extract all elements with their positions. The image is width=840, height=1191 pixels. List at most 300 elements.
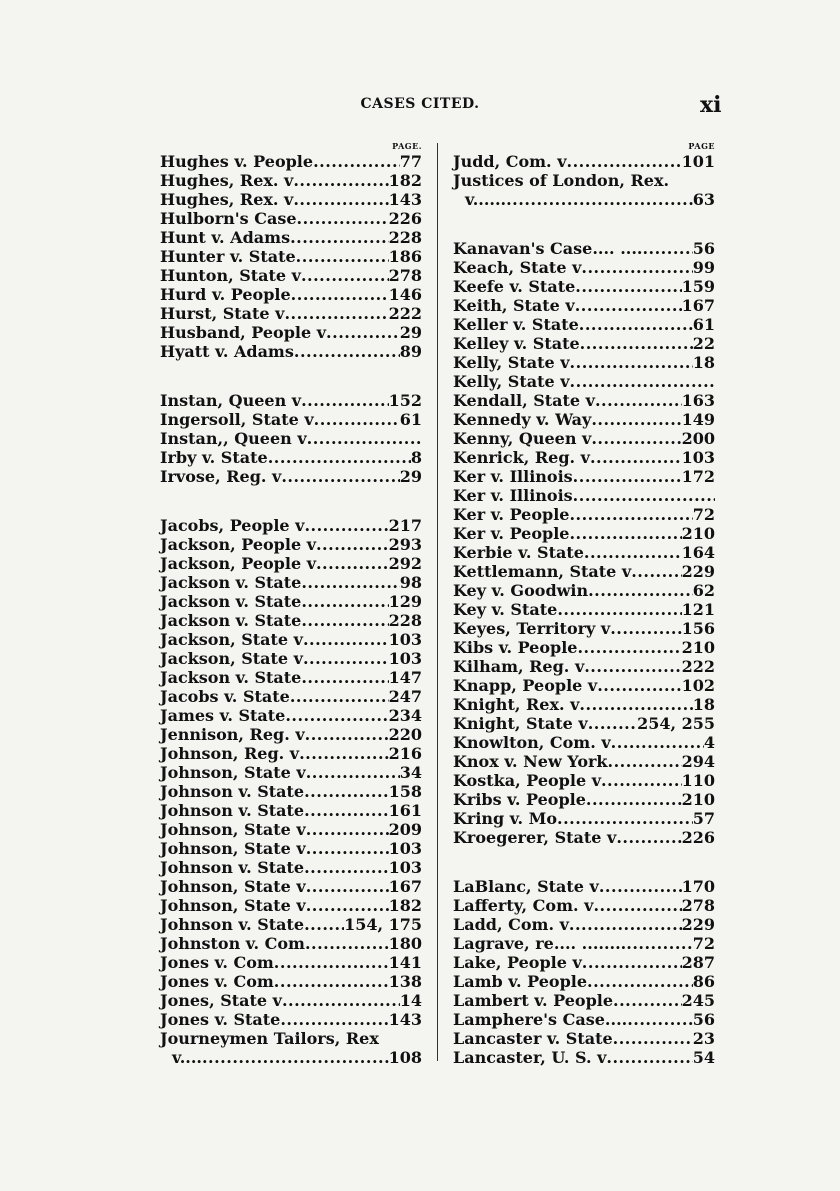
dot-leader [306, 763, 400, 782]
index-entry-page: 170 [681, 877, 715, 896]
index-entry-page: 152 [388, 391, 422, 410]
index-entry-page: 86 [692, 972, 715, 991]
index-entry-name: Knapp, People v [453, 676, 598, 695]
index-entry [453, 1010, 715, 1029]
index-entry-name: Johnson, State v [160, 839, 306, 858]
index-entry-name: Johnson, Reg. v [160, 744, 300, 763]
dot-leader [557, 600, 681, 619]
dot-leader [573, 467, 682, 486]
dot-leader [631, 562, 681, 581]
index-entry [160, 1010, 422, 1029]
index-entry-name: Knight, Rex. v [453, 695, 580, 714]
dot-leader [305, 725, 389, 744]
index-entry-page: 210 [681, 790, 715, 809]
index-entry-name: Lagrave, re.... ........ [453, 934, 627, 953]
index-entry [453, 809, 715, 828]
index-entry-name: Ladd, Com. v [453, 915, 569, 934]
dot-leader [304, 801, 388, 820]
index-entry [453, 334, 715, 353]
index-entry-page: 63 [692, 190, 715, 209]
group-gap [160, 361, 422, 391]
index-entry-name: Journeymen Tailors, Rex [160, 1029, 379, 1048]
dot-leader [293, 171, 388, 190]
index-entry-name: Jackson v. State [160, 668, 302, 687]
dot-leader [307, 429, 422, 448]
index-entry-page: 226 [681, 828, 715, 847]
index-entry [160, 763, 422, 782]
dot-leader [582, 953, 682, 972]
index-entry-name: Kettlemann, State v [453, 562, 632, 581]
dot-leader [587, 972, 693, 991]
dot-leader [301, 668, 388, 687]
index-entry-name: Lambert v. People [453, 991, 614, 1010]
index-entry-name: Ker v. People [453, 524, 570, 543]
index-group-l [453, 877, 715, 1067]
index-entry-page: 101 [681, 152, 715, 171]
index-entry [453, 657, 715, 676]
index-entry [160, 323, 422, 342]
index-entry-name: Kibs v. People [453, 638, 578, 657]
index-entry-name: Keller v. State [453, 315, 579, 334]
index-entry-page: 56 [692, 239, 715, 258]
index-entry [160, 706, 422, 725]
dot-leader [588, 714, 637, 733]
index-entry [160, 573, 422, 592]
index-entry [453, 1029, 715, 1048]
index-entry-page: 210 [681, 638, 715, 657]
index-entry-page: 61 [692, 315, 715, 334]
dot-leader [569, 524, 681, 543]
index-entry-name: Hunton, State v [160, 266, 301, 285]
index-entry-page: 158 [388, 782, 422, 801]
index-entry-page: 229 [681, 915, 715, 934]
index-entry [160, 209, 422, 228]
index-entry-page: 217 [388, 516, 422, 535]
index-entry [160, 991, 422, 1010]
index-entry-page: 245 [681, 991, 715, 1010]
index-entry-page: 156 [681, 619, 715, 638]
index-group-h [160, 152, 422, 361]
index-entry [160, 896, 422, 915]
index-entry-name: Hunt v. Adams [160, 228, 291, 247]
index-entry-name: Keith, State v [453, 296, 575, 315]
dot-leader [297, 209, 389, 228]
index-entry-page: 103 [388, 649, 422, 668]
index-entry-name: Johnson v. State [160, 915, 305, 934]
index-entry [453, 543, 715, 562]
index-entry-name: Kendall, State v [453, 391, 595, 410]
index-entry [453, 752, 715, 771]
index-entry-page: 167 [681, 296, 715, 315]
index-entry-page: 103 [388, 630, 422, 649]
dot-leader [293, 190, 388, 209]
index-entry-page: 102 [681, 676, 715, 695]
dot-leader [584, 657, 681, 676]
dot-leader [567, 152, 682, 171]
index-entry-page: 29 [399, 323, 422, 342]
index-entry-name: Lamb v. People [453, 972, 588, 991]
index-entry-name: v...... [465, 190, 507, 209]
index-entry [453, 467, 715, 486]
dot-leader [304, 782, 388, 801]
dot-leader [579, 315, 693, 334]
index-entry-name: Kroegerer, State v [453, 828, 617, 847]
dot-leader [573, 486, 715, 505]
index-entry-page: 161 [388, 801, 422, 820]
index-entry-page: 200 [681, 429, 715, 448]
index-entry-page: 167 [388, 877, 422, 896]
index-entry-page: 29 [399, 467, 422, 486]
index-entry-page: 57 [692, 809, 715, 828]
index-entry [453, 714, 715, 733]
dot-leader [606, 1048, 692, 1067]
dot-leader [569, 915, 682, 934]
dot-leader [627, 1010, 693, 1029]
index-entry [160, 429, 422, 448]
index-entry [453, 315, 715, 334]
dot-leader [613, 991, 682, 1010]
right-column [453, 140, 715, 1067]
index-entry-page: 72 [692, 505, 715, 524]
index-entry-page: 4 [703, 733, 715, 752]
index-entry-page: 77 [399, 152, 422, 171]
dot-leader [306, 896, 389, 915]
index-entry-page: 62 [692, 581, 715, 600]
index-entry-name: Irby v. State [160, 448, 268, 467]
index-entry-name: Justices of London, Rex. [453, 171, 670, 190]
index-entry [160, 535, 422, 554]
index-entry [453, 695, 715, 714]
index-entry [160, 877, 422, 896]
index-entry-name: Lancaster v. State [453, 1029, 613, 1048]
index-entry-page: 294 [681, 752, 715, 771]
index-entry [160, 782, 422, 801]
index-entry-name: Kring v. Mo [453, 809, 558, 828]
dot-leader [301, 592, 388, 611]
index-entry [453, 991, 715, 1010]
dot-leader [316, 554, 389, 573]
index-entry-page: 278 [388, 266, 422, 285]
index-entry-name: Ingersoll, State v [160, 410, 314, 429]
index-entry-page: 180 [388, 934, 422, 953]
index-entry-name: Kelley v. State [453, 334, 580, 353]
index-entry-page: 56 [692, 1010, 715, 1029]
index-entry [160, 668, 422, 687]
index-entry [453, 277, 715, 296]
index-entry-name: Hughes, Rex. v [160, 190, 294, 209]
index-entry [160, 630, 422, 649]
dot-leader [294, 342, 400, 361]
index-entry-name: Jackson v. State [160, 611, 302, 630]
group-gap [160, 486, 422, 516]
page-number: xi [700, 92, 722, 118]
dot-leader [290, 687, 389, 706]
index-entry-page: 278 [681, 896, 715, 915]
dot-leader [313, 152, 400, 171]
index-entry-name: James v. State [160, 706, 286, 725]
index-entry-name: Kerbie v. State [453, 543, 584, 562]
index-entry-name: Ker v. Illinois [453, 486, 573, 505]
index-entry-name: Lafferty, Com. v [453, 896, 594, 915]
index-entry-name: Key v. Goodwin [453, 581, 589, 600]
index-entry [453, 828, 715, 847]
index-entry [160, 801, 422, 820]
index-entry-page: 143 [388, 190, 422, 209]
index-entry [453, 877, 715, 896]
dot-leader [577, 638, 681, 657]
index-entry [160, 687, 422, 706]
index-entry-name: Keyes, Territory v [453, 619, 611, 638]
index-entry-page: 209 [388, 820, 422, 839]
index-entry-name: Jackson, People v [160, 535, 316, 554]
dot-leader [281, 467, 399, 486]
index-entry [453, 733, 715, 752]
index-entry-name: Johnson, State v [160, 896, 306, 915]
index-entry-page: 229 [681, 562, 715, 581]
index-entry-name: v.... [172, 1048, 202, 1067]
index-entry [160, 725, 422, 744]
index-entry-name: Irvose, Reg. v [160, 467, 282, 486]
index-entry-name: Kanavan's Case.... .... [453, 239, 643, 258]
index-entry-page: 141 [388, 953, 422, 972]
page-column-label: PAGE [688, 141, 715, 151]
index-entry-name: Kribs v. People [453, 790, 586, 809]
index-entry-name: Hughes, Rex. v [160, 171, 294, 190]
dot-leader [274, 953, 389, 972]
dot-leader [586, 790, 682, 809]
index-entry [160, 190, 422, 209]
index-entry-name: Jennison, Reg. v [160, 725, 305, 744]
index-entry-page: 98 [399, 573, 422, 592]
index-entry [453, 486, 715, 505]
index-entry [453, 190, 715, 209]
index-entry [453, 581, 715, 600]
index-entry [160, 1048, 422, 1067]
index-entry [160, 467, 422, 486]
index-entry [453, 448, 715, 467]
index-entry [453, 391, 715, 410]
index-entry-page: 287 [681, 953, 715, 972]
index-entry-page: 186 [388, 247, 422, 266]
index-entry-name: Hurd v. People [160, 285, 291, 304]
index-entry-page: 247 [388, 687, 422, 706]
index-entry-name: LaBlanc, State v [453, 877, 599, 896]
left-column [160, 140, 422, 1067]
dot-leader [593, 896, 681, 915]
index-entry-name: Jackson v. State [160, 592, 302, 611]
index-entry [453, 429, 715, 448]
index-entry-page: 293 [388, 535, 422, 554]
index-entry-name: Jackson, People v [160, 554, 316, 573]
dot-leader [305, 934, 389, 953]
dot-leader [301, 573, 399, 592]
group-gap [453, 847, 715, 877]
index-entry-name: Lake, People v [453, 953, 582, 972]
index-entry-name: Kenrick, Reg. v [453, 448, 590, 467]
dot-leader [608, 752, 682, 771]
index-entry-name: Ker v. People [453, 505, 570, 524]
index-entry-page: 103 [681, 448, 715, 467]
index-entry-page: 108 [388, 1048, 422, 1067]
index-entry-name: Judd, Com. v [453, 152, 567, 171]
index-entry [453, 152, 715, 171]
index-entry [160, 611, 422, 630]
index-entry-page: 99 [692, 258, 715, 277]
index-entry [453, 296, 715, 315]
index-entry [160, 285, 422, 304]
index-entry-page: 226 [388, 209, 422, 228]
index-entry-page: 182 [388, 896, 422, 915]
index-entry-name: Instan, Queen v [160, 391, 302, 410]
index-entry-page: 163 [681, 391, 715, 410]
page-column-label: PAGE. [392, 141, 422, 151]
dot-leader [506, 190, 693, 209]
index-entry-page: 54 [692, 1048, 715, 1067]
column-divider [437, 143, 438, 1061]
index-entry-page: 34 [399, 763, 422, 782]
dot-leader [304, 516, 388, 535]
index-entry-name: Hughes v. People [160, 152, 314, 171]
index-entry-page: 149 [681, 410, 715, 429]
index-entry [160, 915, 422, 934]
index-entry [453, 353, 715, 372]
index-entry [160, 953, 422, 972]
index-entry-name: Knowlton, Com. v [453, 733, 611, 752]
dot-leader [296, 247, 389, 266]
index-entry-page: 146 [388, 285, 422, 304]
index-entry-name: Jacobs, People v [160, 516, 305, 535]
index-entry [160, 820, 422, 839]
dot-leader [613, 1029, 693, 1048]
index-entry-name: Jackson v. State [160, 573, 302, 592]
dot-leader [579, 695, 692, 714]
dot-leader [284, 304, 388, 323]
dot-leader [580, 334, 693, 353]
index-entry [453, 505, 715, 524]
index-entry-name: Jacobs v. State [160, 687, 290, 706]
dot-leader [274, 972, 389, 991]
dot-leader [591, 429, 681, 448]
index-entry-name: Hyatt v. Adams [160, 342, 294, 361]
index-entry-name: Kelly, State v [453, 353, 570, 372]
index-entry [160, 152, 422, 171]
index-entry [160, 516, 422, 535]
dot-leader [326, 323, 400, 342]
index-entry [160, 266, 422, 285]
index-entry [453, 619, 715, 638]
dot-leader [314, 410, 400, 429]
index-entry [453, 953, 715, 972]
index-entry-name: Kelly, State v [453, 372, 570, 391]
dot-leader [291, 285, 389, 304]
index-entry-name: Knight, State v [453, 714, 588, 733]
index-entry-name: Johnson v. State [160, 801, 305, 820]
dot-leader [282, 991, 400, 1010]
index-entry-name: Key v. State [453, 600, 558, 619]
index-entry [453, 372, 715, 391]
dot-leader [642, 239, 692, 258]
dot-leader [590, 448, 682, 467]
index-entry-name: Jones v. State [160, 1010, 281, 1029]
dot-leader [301, 266, 389, 285]
index-entry [453, 638, 715, 657]
index-entry [160, 972, 422, 991]
dot-leader [611, 733, 704, 752]
index-entry-name: Johnson v. State [160, 782, 305, 801]
dot-leader [290, 228, 389, 247]
index-entry-name: Lancaster, U. S. v [453, 1048, 607, 1067]
dot-leader [301, 611, 388, 630]
index-entry [453, 562, 715, 581]
index-entry-page: 164 [681, 543, 715, 562]
index-entry [160, 839, 422, 858]
index-entry-name: Jackson, State v [160, 649, 303, 668]
dot-leader [306, 839, 389, 858]
dot-leader [268, 448, 411, 467]
index-entry [453, 524, 715, 543]
index-entry [453, 790, 715, 809]
index-entry-page: 172 [681, 467, 715, 486]
index-entry-page: 61 [399, 410, 422, 429]
index-entry-page: 89 [399, 342, 422, 361]
index-group-j [160, 516, 422, 1029]
index-entry [160, 247, 422, 266]
dot-leader [616, 828, 681, 847]
index-entry [453, 410, 715, 429]
dot-leader [280, 1010, 388, 1029]
index-entry-page: 222 [388, 304, 422, 323]
index-entry-page: 182 [388, 171, 422, 190]
index-entry-page: 72 [692, 934, 715, 953]
index-entry-name: Husband, People v [160, 323, 327, 342]
index-entry [453, 915, 715, 934]
dot-leader [303, 630, 389, 649]
index-entry-page: 143 [388, 1010, 422, 1029]
index-entry [160, 410, 422, 429]
index-entry [453, 1048, 715, 1067]
index-entry [453, 258, 715, 277]
index-group-i [160, 391, 422, 486]
dot-leader [595, 391, 682, 410]
dot-leader [303, 649, 389, 668]
index-entry-page: 210 [681, 524, 715, 543]
index-entry-name: Kostka, People v [453, 771, 601, 790]
index-entry-name: Johnston v. Com [160, 934, 305, 953]
index-entry-name: Lamphere's Case.... [453, 1010, 628, 1029]
index-entry-name: Johnson v. State [160, 858, 305, 877]
index-entry-name: Jackson, State v [160, 630, 303, 649]
index-entry-name: Johnson, State v [160, 763, 306, 782]
index-entry-page: 138 [388, 972, 422, 991]
index-entry-page: 228 [388, 611, 422, 630]
dot-leader [626, 934, 692, 953]
index-entry-name: Knox v. New York [453, 752, 608, 771]
index-entry-page: 23 [692, 1029, 715, 1048]
index-entry [160, 649, 422, 668]
running-header-title: CASES CITED. [360, 96, 480, 112]
dot-leader [202, 1048, 389, 1067]
index-entry [160, 304, 422, 323]
index-entry [160, 228, 422, 247]
index-entry-name: Hulborn's Case [160, 209, 297, 228]
index-entry-name: Jones, State v [160, 991, 282, 1010]
index-entry-page: 18 [692, 695, 715, 714]
index-entry-name: Keefe v. State [453, 277, 576, 296]
index-entry [453, 896, 715, 915]
index-entry-page: 159 [681, 277, 715, 296]
index-entry [160, 391, 422, 410]
index-entry-page: 147 [388, 668, 422, 687]
